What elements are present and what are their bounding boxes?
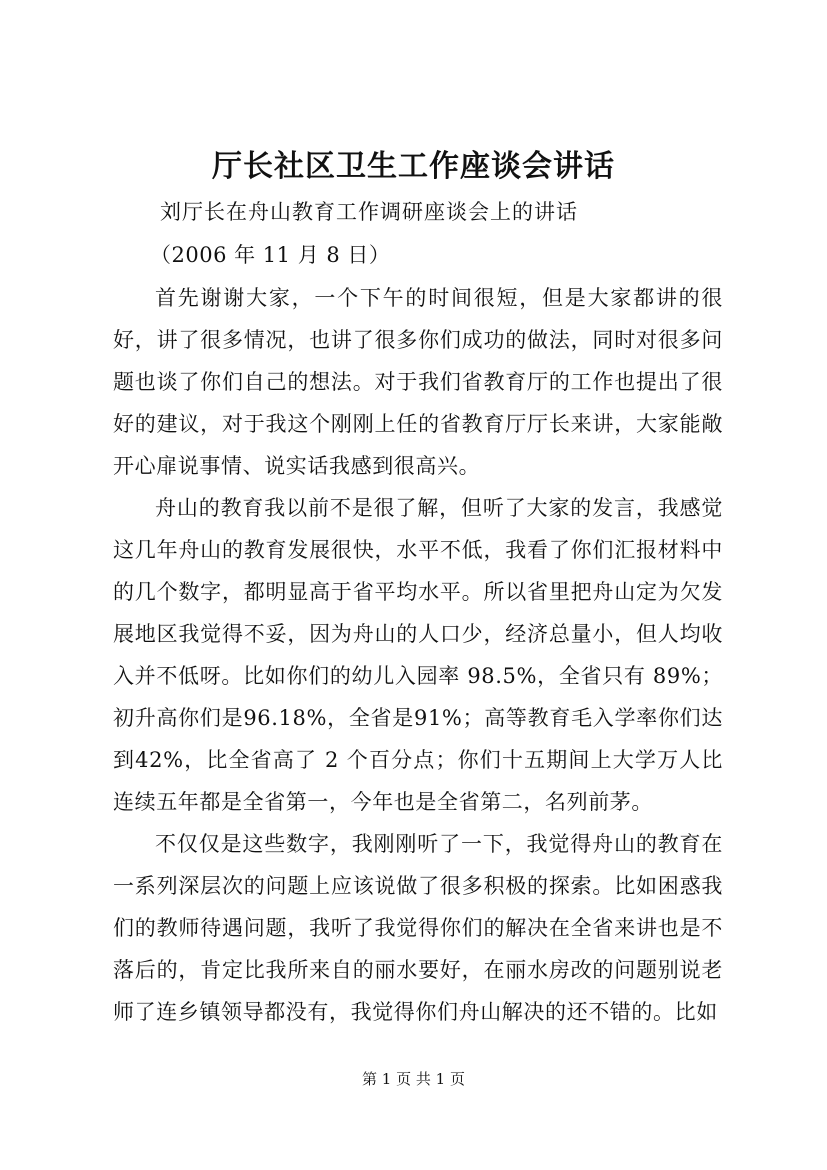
paragraph-1: 首先谢谢大家，一个下午的时间很短，但是大家都讲的很好，讲了很多情况，也讲了很多你们成功的做法，同时对很多问题也谈了你们自己的想法。对于我们省教育厅的工作也提出了很好的建议，对于我这个刚刚上任的省教育厅厅长来讲，大家能敞开心扉说事情、说实话我感到很高兴。 bbox=[113, 286, 723, 478]
page-footer: 第 1 页 共 1 页 bbox=[362, 1070, 465, 1088]
speech-subtitle: 刘厅长在舟山教育工作调研座谈会上的讲话 bbox=[160, 200, 578, 224]
paragraph-2: 舟山的教育我以前不是很了解，但听了大家的发言，我感觉这几年舟山的教育发展很快，水平不低，我看了你们汇报材料中的几个数字，都明显高于省平均水平。所以省里把舟山定为欠发展地区我觉得不妥，因为舟山的人口少，经济总量小，但人均收入并不低呀。比如你们的幼儿入园率 98.5%，全省只有 89%；初升高你们是96.18%，全省是91%；高等教育毛入学率你们达到42%，比全省高了 2 个百分点；你们十五期间上大学万人比连续五年都是全省第一，今年也是全省第二，名列前茅。 bbox=[113, 496, 723, 814]
speech-date: （2006 年 11 月 8 日） bbox=[150, 243, 391, 267]
document-title: 厅长社区卫生工作座谈会讲话 bbox=[212, 149, 615, 184]
paragraph-3: 不仅仅是这些数字，我刚刚听了一下，我觉得舟山的教育在一系列深层次的问题上应该说做了很多积极的探索。比如困惑我们的教师待遇问题，我听了我觉得你们的解决在全省来讲也是不落后的，肯定比我所来自的丽水要好，在丽水房改的问题别说老师了连乡镇领导都没有，我觉得你们舟山解决的还不错的。比如 bbox=[113, 832, 723, 1024]
